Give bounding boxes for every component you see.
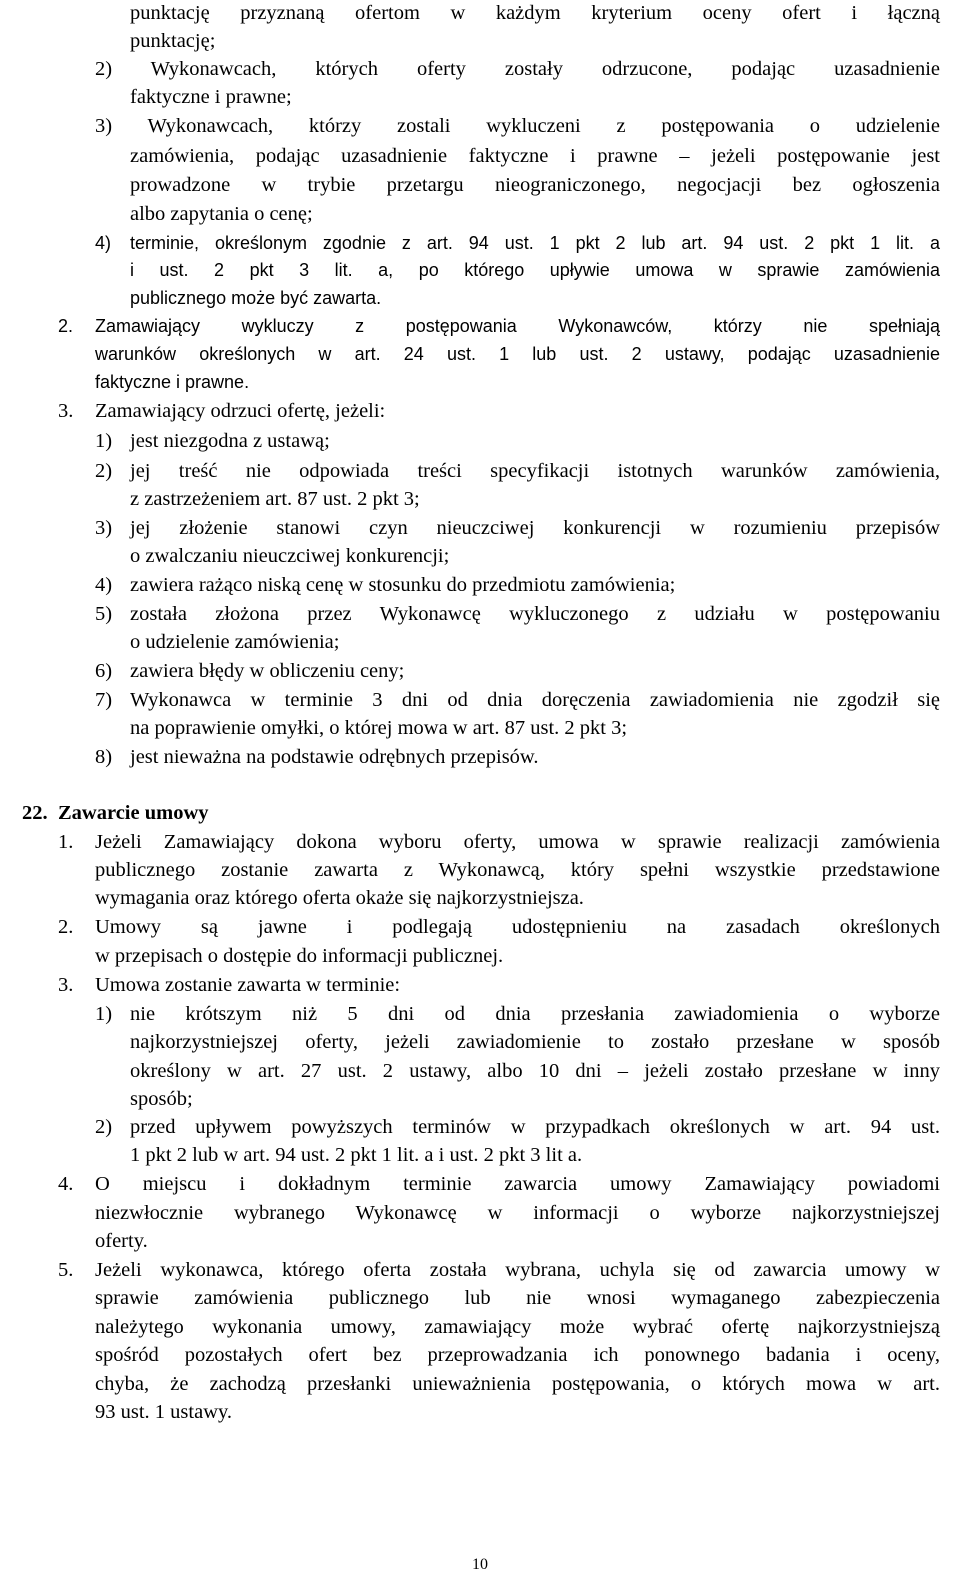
text-line: wymagania oraz którego oferta okaże się najkorzystniejsza. [95,887,584,909]
list-number: 5. [58,1259,74,1281]
text-line: Jeżeli Zamawiający dokona wyboru oferty, umowa w sprawie realizacji zamówienia [95,831,940,853]
list-number: 4) [95,574,113,596]
list-number: 7) [95,689,113,711]
list-number: 4. [58,1173,74,1195]
text-line: o zwalczaniu nieuczciwej konkurencji; [130,545,450,567]
list-number: 4) [95,233,112,253]
text-line: zawiera błędy w obliczeniu ceny; [130,660,405,682]
text-line: Zamawiający odrzuci ofertę, jeżeli: [95,400,386,422]
text-line: albo zapytania o cenę; [130,203,313,225]
text-line: prowadzone w trybie przetargu nieograniczonego, negocjacji bez ogłoszenia [130,174,940,196]
text-line: z zastrzeżeniem art. 87 ust. 2 pkt 3; [130,488,420,510]
text-line: zawiera rażąco niską cenę w stosunku do przedmiotu zamówienia; [130,574,676,596]
list-number: 3) [95,517,113,539]
text-line: i ust. 2 pkt 3 lit. a, po którego upływie umowa w sprawie zamówienia [130,260,940,280]
text-line: przed upływem powyższych terminów w przypadkach określonych w art. 94 ust. [130,1116,940,1138]
text-line: punktację; [130,30,216,52]
list-number: 5) [95,603,113,625]
text-line: publicznego zostanie zawarta z Wykonawcą, który spełni wszystkie przedstawione [95,859,940,881]
text-line: sposób; [130,1088,193,1110]
text-line: najkorzystniejszej oferty, jeżeli zawiadomienie to zostało przesłane w sposób [130,1031,940,1053]
text-line: jej treść nie odpowiada treści specyfikacji istotnych warunków zamówienia, [130,460,940,482]
text-line: nie krótszym niż 5 dni od dnia przesłania zawiadomienia o wyborze [130,1003,940,1025]
list-number: 2) [95,1116,113,1138]
text-line: zamówienia, podając uzasadnienie faktyczne i prawne – jeżeli postępowanie jest [130,145,940,167]
text-line: jest niezgodna z ustawą; [130,430,330,452]
text-line: terminie, określonym zgodnie z art. 94 ust. 1 pkt 2 lub art. 94 ust. 2 pkt 1 lit. a [130,233,940,253]
text-line: 93 ust. 1 ustawy. [95,1401,233,1423]
text-line: O miejscu i dokładnym terminie zawarcia umowy Zamawiający powiadomi [95,1173,940,1195]
text-line: 3) Wykonawcach, którzy zostali wykluczeni z postępowania o udzielenie [95,115,940,137]
text-line: 1 pkt 2 lub w art. 94 ust. 2 pkt 1 lit. a i ust. 2 pkt 3 lit a. [130,1144,583,1166]
text-line: o udzielenie zamówienia; [130,631,340,653]
list-number: 1) [95,430,113,452]
list-number: 2. [58,916,74,938]
text-line: 2) Wykonawcach, których oferty zostały odrzucone, podając uzasadnienie [95,58,940,80]
text-line: Jeżeli wykonawca, którego oferta została wybrana, uchyla się od zawarcia umowy w [95,1259,940,1281]
text-line: faktyczne i prawne; [130,86,292,108]
text-line: została złożona przez Wykonawcę wykluczonego z udziału w postępowaniu [130,603,940,625]
text-line: określony w art. 27 ust. 2 ustawy, albo 10 dni – jeżeli zostało przesłane w inny [130,1060,940,1082]
list-number: 2) [95,460,113,482]
text-line: na poprawienie omyłki, o której mowa w art. 87 ust. 2 pkt 3; [130,717,628,739]
text-line: warunków określonych w art. 24 ust. 1 lub ust. 2 ustawy, podając uzasadnienie [95,344,940,364]
text-line: punktację przyznaną ofertom w każdym kryterium oceny ofert i łączną [130,2,940,24]
text-line: Umowa zostanie zawarta w terminie: [95,974,401,996]
page-number: 10 [472,1556,488,1573]
text-line: Umowy są jawne i podlegają udostępnieniu na zasadach określonych [95,916,940,938]
list-number: 8) [95,746,113,768]
text-line: w przepisach o dostępie do informacji publicznej. [95,945,504,967]
text-line: chyba, że zachodzą przesłanki unieważnienia postępowania, o których mowa w art. [95,1373,940,1395]
text-line: sprawie zamówienia publicznego lub nie wnosi wymaganego zabezpieczenia [95,1287,940,1309]
list-number: 2. [58,316,74,336]
text-line: spośród pozostałych ofert bez przeprowadzania ich ponownego badania i oceny, [95,1344,940,1366]
text-line: jest nieważna na podstawie odrębnych przepisów. [130,746,539,768]
section-heading: Zawarcie umowy [58,802,209,824]
list-number: 1) [95,1003,113,1025]
list-number: 6) [95,660,113,682]
text-line: oferty. [95,1230,148,1252]
text-line: publicznego może być zawarta. [130,288,382,308]
text-line: jej złożenie stanowi czyn nieuczciwej konkurencji w rozumieniu przepisów [130,517,940,539]
text-line: niezwłocznie wybranego Wykonawcę w informacji o wyborze najkorzystniejszej [95,1202,940,1224]
list-number: 3. [58,974,74,996]
text-line: Wykonawca w terminie 3 dni od dnia doręczenia zawiadomienia nie zgodził się [130,689,940,711]
section-number: 22. [22,802,48,824]
text-line: Zamawiający wykluczy z postępowania Wykonawców, którzy nie spełniają [95,316,940,336]
list-number: 3. [58,400,74,422]
list-number: 1. [58,831,74,853]
text-line: należytego wykonania umowy, zamawiający może wybrać ofertę najkorzystniejszą [95,1316,940,1338]
text-line: faktyczne i prawne. [95,372,250,392]
